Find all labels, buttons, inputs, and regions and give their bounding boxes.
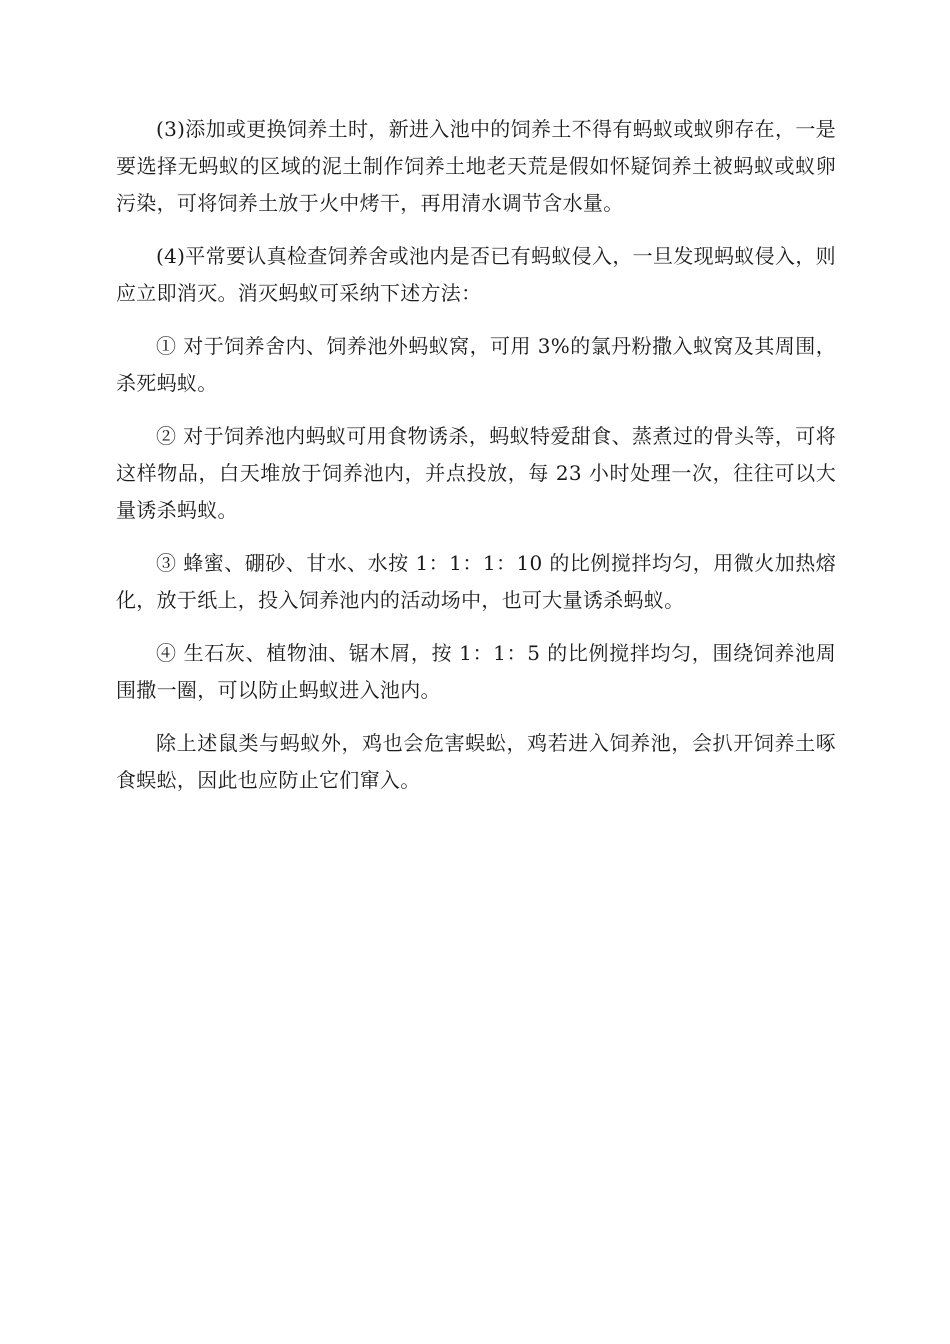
paragraph-4-inspection: (4)平常要认真检查饲养舍或池内是否已有蚂蚁侵入，一旦发现蚂蚁侵入，则应立即消灭。消灭蚂蚁可采纳下述方法： <box>116 244 836 305</box>
document-body <box>116 111 836 815</box>
paragraph-chickens: 除上述鼠类与蚂蚁外，鸡也会危害蜈蚣，鸡若进入饲养池，会扒开饲养土啄食蜈蚣，因此也应防止它们窜入。 <box>116 731 836 792</box>
method-4-lime-barrier: ④ 生石灰、植物油、锯木屑，按 1：1：5 的比例搅拌均匀，围绕饲养池周围撒一圈，可以防止蚂蚁进入池内。 <box>116 641 836 702</box>
paragraph-3-feeding-soil: (3)添加或更换饲养土时，新进入池中的饲养土不得有蚂蚁或蚁卵存在，一是要选择无蚂蚁的区域的泥土制作饲养土地老天荒是假如怀疑饲养土被蚂蚁或蚁卵污染，可将饲养土放于火中烤干，再用清水调节含水量。 <box>116 117 836 215</box>
method-2-food-bait: ② 对于饲养池内蚂蚁可用食物诱杀，蚂蚁特爱甜食、蒸煮过的骨头等，可将这样物品，白天堆放于饲养池内，并点投放，每 23 小时处理一次，往往可以大量诱杀蚂蚁。 <box>116 424 836 522</box>
method-1-chlordane: ① 对于饲养舍内、饲养池外蚂蚁窝，可用 3%的氯丹粉撒入蚁窝及其周围，杀死蚂蚁。 <box>116 334 836 395</box>
method-3-honey-borax: ③ 蜂蜜、硼砂、甘水、水按 1：1：1：10 的比例搅拌均匀，用微火加热熔化，放于纸上，投入饲养池内的活动场中，也可大量诱杀蚂蚁。 <box>116 551 836 612</box>
